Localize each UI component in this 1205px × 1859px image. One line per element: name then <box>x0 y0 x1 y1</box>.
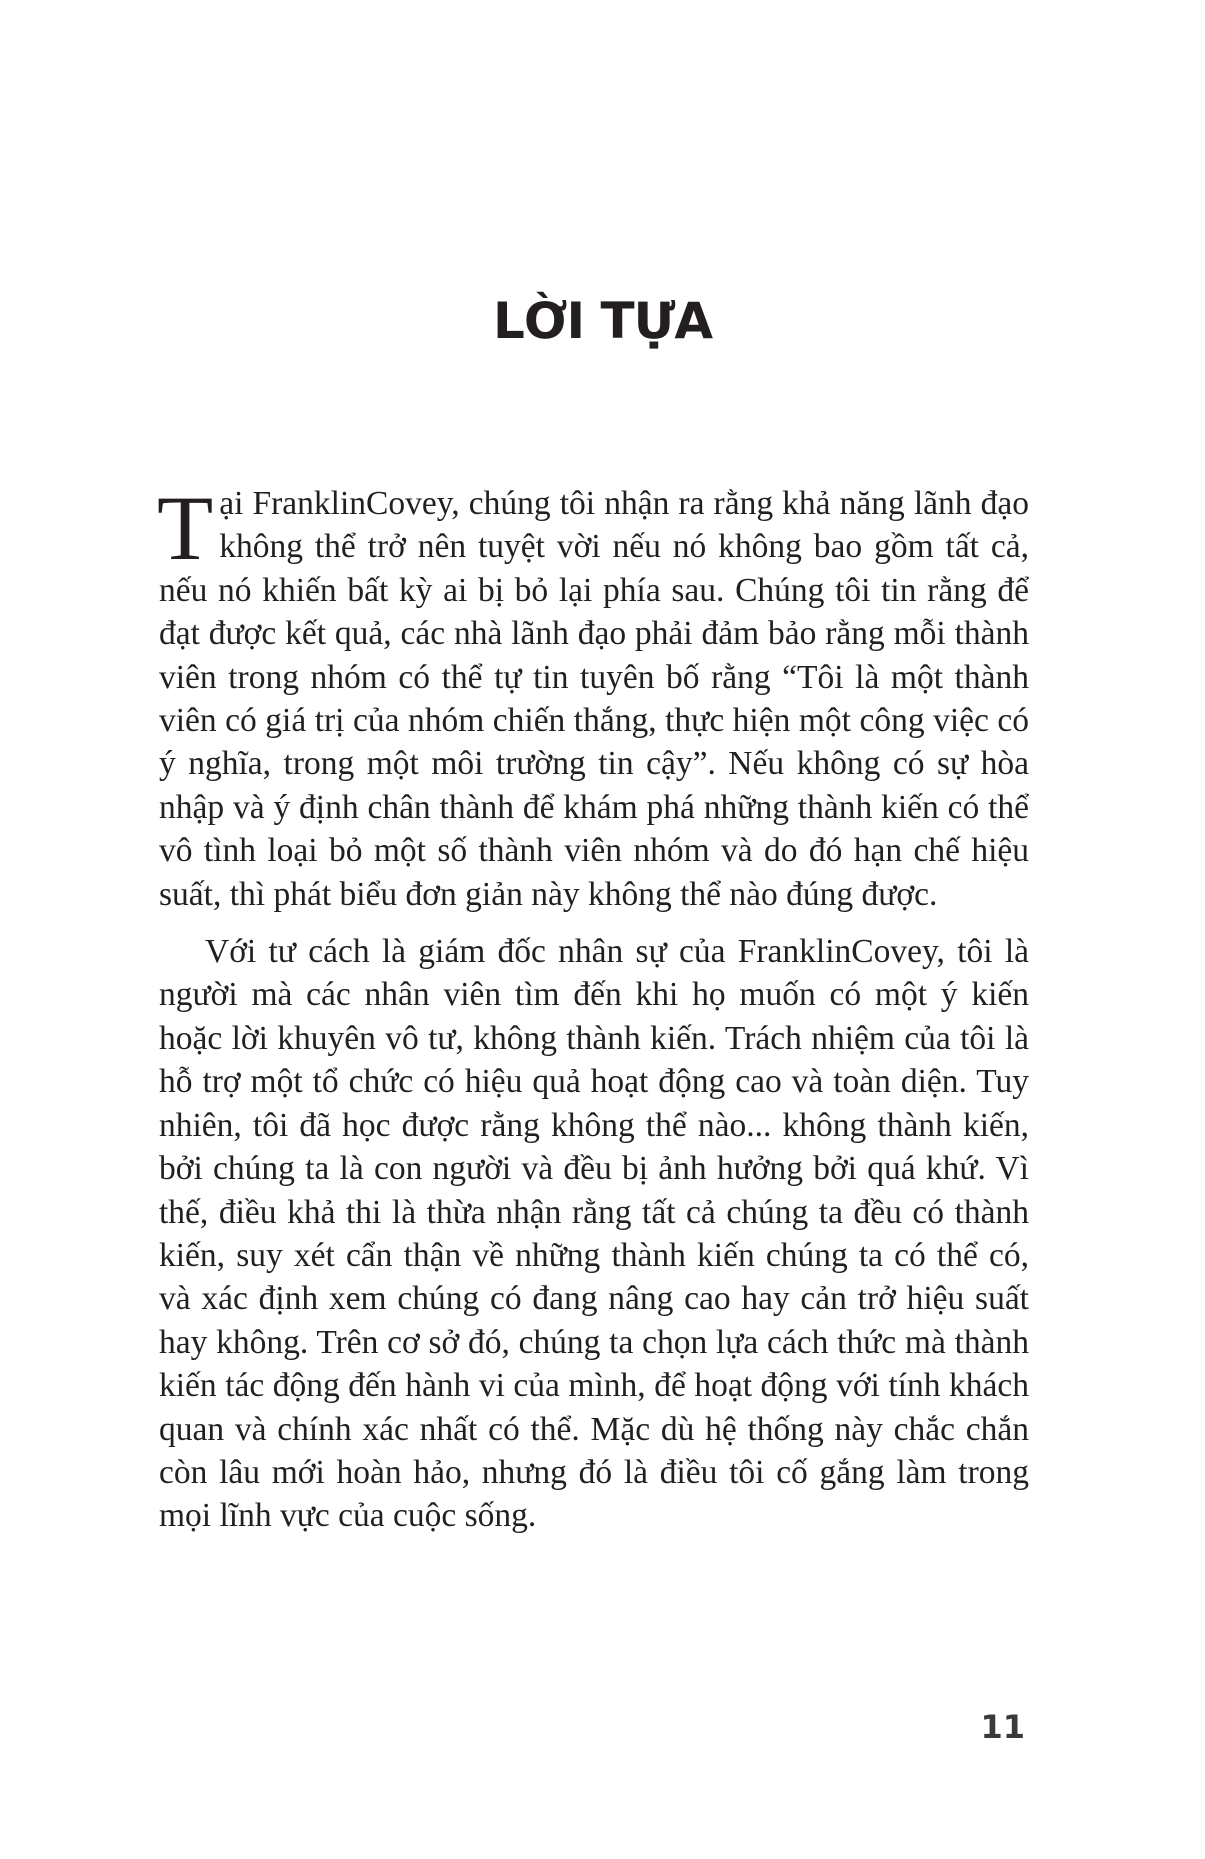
chapter-title: LỜI TỰA <box>492 292 713 350</box>
page-number: 11 <box>980 1708 1025 1746</box>
paragraph-1 <box>157 477 1029 916</box>
body-text <box>157 477 1029 1538</box>
paragraph-2: Với tư cách là giám đốc nhân sự của FranklinCovey, tôi là người mà các nhân viên tìm đến khi họ muốn có một ý kiến hoặc lời khuyên vô tư, không thành kiến. Trách nhiệm của tôi là hỗ trợ một tổ chức có hiệu quả hoạt động cao và toàn diện. Tuy nhiên, tôi đã học được rằng không thể nào... không thành kiến, bởi chúng ta là con người và đều bị ảnh hưởng bởi quá khứ. Vì thế, điều khả thi là thừa nhận rằng tất cả chúng ta đều có thành kiến, suy xét cẩn thận về những thành kiến chúng ta có thể có, và xác định xem chúng có đang nâng cao hay cản trở hiệu suất hay không. Trên cơ sở đó, chúng ta chọn lựa cách thức mà thành kiến tác động đến hành vi của mình, để hoạt động với tính khách quan và chính xác nhất có thể. Mặc dù hệ thống này chắc chắn còn lâu mới hoàn hảo, nhưng đó là điều tôi cố gắng làm trong mọi lĩnh vực của cuộc sống. <box>159 933 1029 1535</box>
drop-cap: T <box>157 477 214 579</box>
paragraph-1-text: ại FranklinCovey, chúng tôi nhận ra rằng khả năng lãnh đạo không thể trở nên tuyệt vời nếu nó không bao gồm tất cả, nếu nó khiến bất kỳ ai bị bỏ lại phía sau. Chúng tôi tin rằng để đạt được kết quả, các nhà lãnh đạo phải đảm bảo rằng mỗi thành viên trong nhóm có thể tự tin tuyên bố rằng “Tôi là một thành viên có giá trị của nhóm chiến thắng, thực hiện một công việc có ý nghĩa, trong một môi trường tin cậy”. Nếu không có sự hòa nhập và ý định chân thành để khám phá những thành kiến có thể vô tình loại bỏ một số thành viên nhóm và do đó hạn chế hiệu suất, thì phát biểu đơn giản này không thể nào đúng được. <box>159 485 1029 913</box>
